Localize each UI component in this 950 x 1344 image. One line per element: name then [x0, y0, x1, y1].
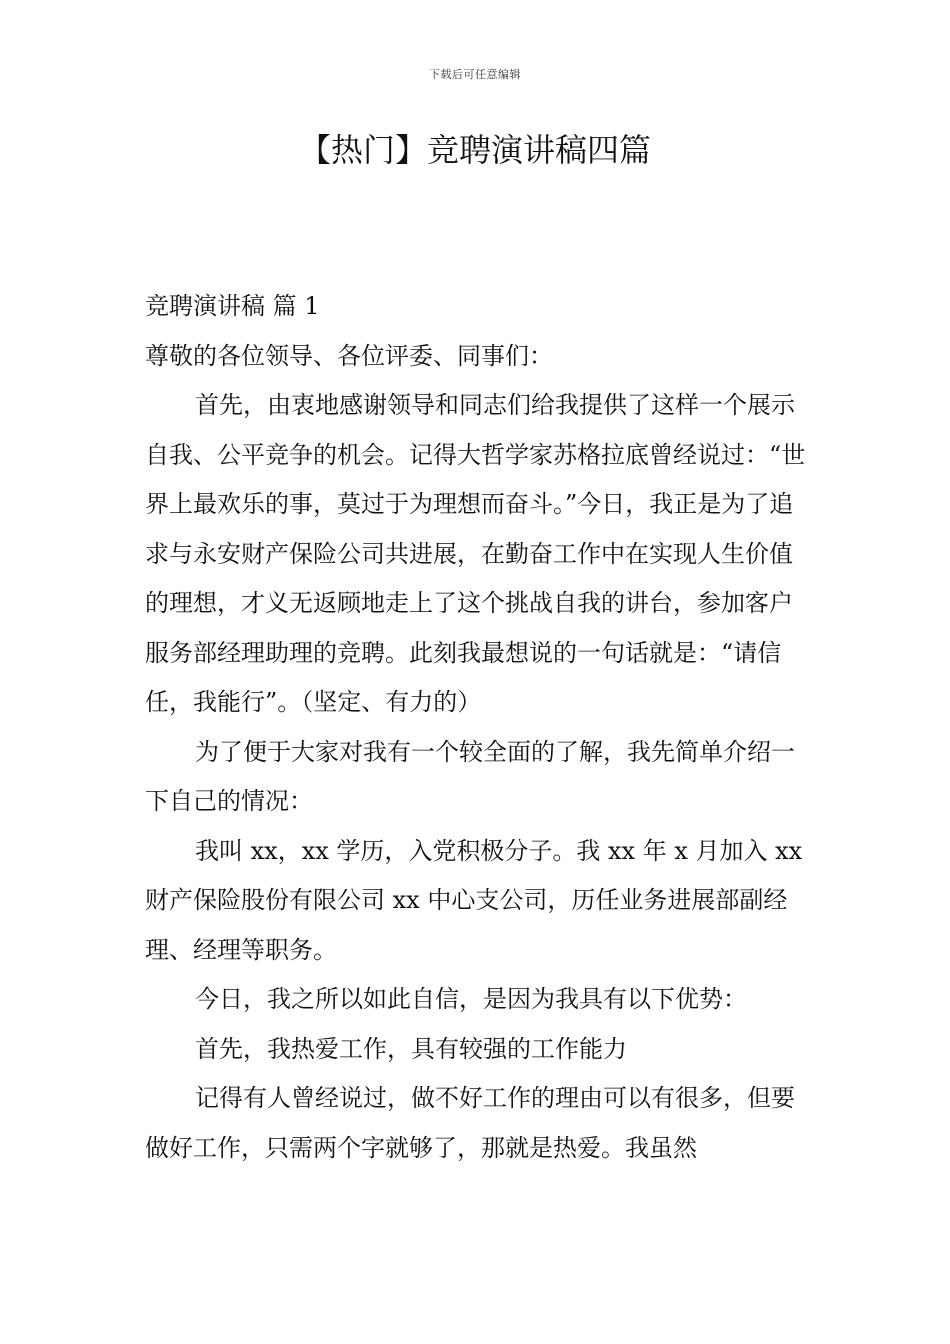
paragraph: 今日，我之所以如此自信，是因为我具有以下优势： [195, 985, 747, 1013]
header-note: 下载后可任意编辑 [429, 68, 521, 81]
paragraph: 记得有人曾经说过，做不好工作的理由可以有很多，但要做好工作，只需两个字就够了，那就是热爱。我虽然 [145, 1084, 795, 1162]
paragraph: 首先，我热爱工作，具有较强的工作能力 [195, 1034, 627, 1063]
paragraph: 为了便于大家对我有一个较全面的了解，我先简单介绍一下自己的情况： [145, 737, 795, 815]
paragraph: 首先，由衷地感谢领导和同志们给我提供了这样一个展示自我、公平竞争的机会。记得大哲学家苏格拉底曾经说过：“世界上最欢乐的事，莫过于为理想而奋斗。”今日，我正是为了追求与永安财产保险公司共进展，在勤奋工作中在实现人生价值的理想，才义无返顾地走上了这个挑战自我的讲台，参加客户服务部经理助理的竞聘。此刻我最想说的一句话就是：“请信任，我能行”。（坚定、有力的） [145, 391, 806, 716]
paragraph: 我叫 xx，xx 学历，入党积极分子。我 xx 年 x 月加入 xx 财产保险股份有限公司 xx 中心支公司，历任业务进展部副经理、经理等职务。 [145, 836, 803, 964]
document-title: 【热门】竞聘演讲稿四篇 [298, 131, 651, 169]
document-body [145, 282, 810, 1173]
section-heading: 竞聘演讲稿 篇 1 [145, 292, 320, 320]
salutation: 尊敬的各位领导、各位评委、同事们： [145, 341, 553, 370]
